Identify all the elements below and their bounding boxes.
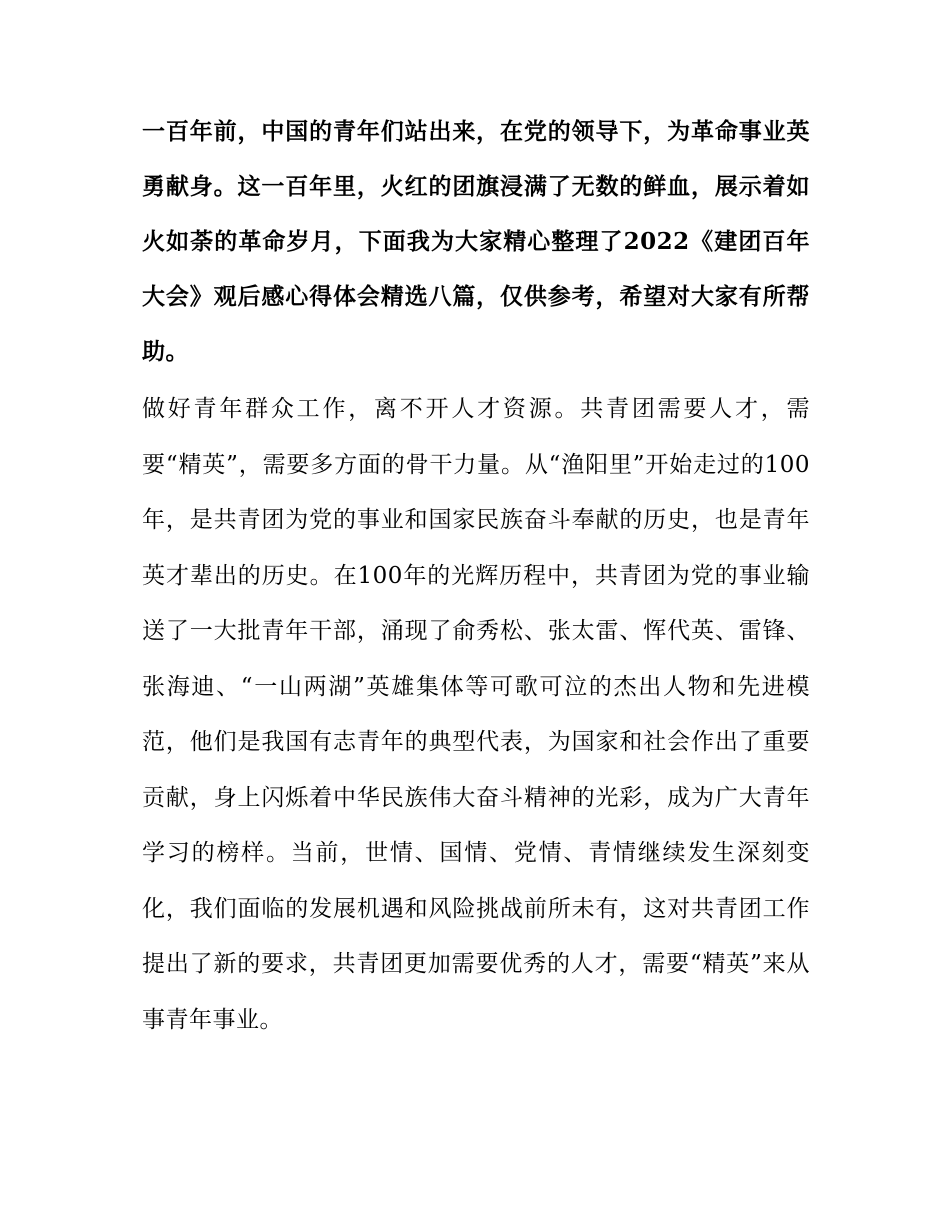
body-paragraph: 做好青年群众工作，离不开人才资源。共青团需要人才，需要“精英”，需要多方面的骨干力量。从“渔阳里”开始走过的100年，是共青团为党的事业和国家民族奋斗奉献的历史，也是青年英才辈出的历史。在100年的光辉历程中，共青团为党的事业输送了一大批青年干部，涌现了俞秀松、张太雷、恽代英、雷锋、张海迪、“一山两湖”英雄集体等可歌可泣的杰出人物和先进模范，他们是我国有志青年的典型代表，为国家和社会作出了重要贡献，身上闪烁着中华民族伟大奋斗精神的光彩，成为广大青年学习的榜样。当前，世情、国情、党情、青情继续发生深刻变化，我们面临的发展机遇和风险挑战前所未有，这对共青团工作提出了新的要求，共青团更加需要优秀的人才，需要“精英”来从事青年事业。: [142, 396, 810, 1033]
intro-paragraph: 一百年前，中国的青年们站出来，在党的领导下，为革命事业英勇献身。这一百年里，火红的团旗浸满了无数的鲜血，展示着如火如荼的革命岁月，下面我为大家精心整理了2022《建团百年大会》观后感心得体会精选八篇，仅供参考，希望对大家有所帮助。: [142, 118, 810, 365]
document-content: [142, 104, 810, 1048]
